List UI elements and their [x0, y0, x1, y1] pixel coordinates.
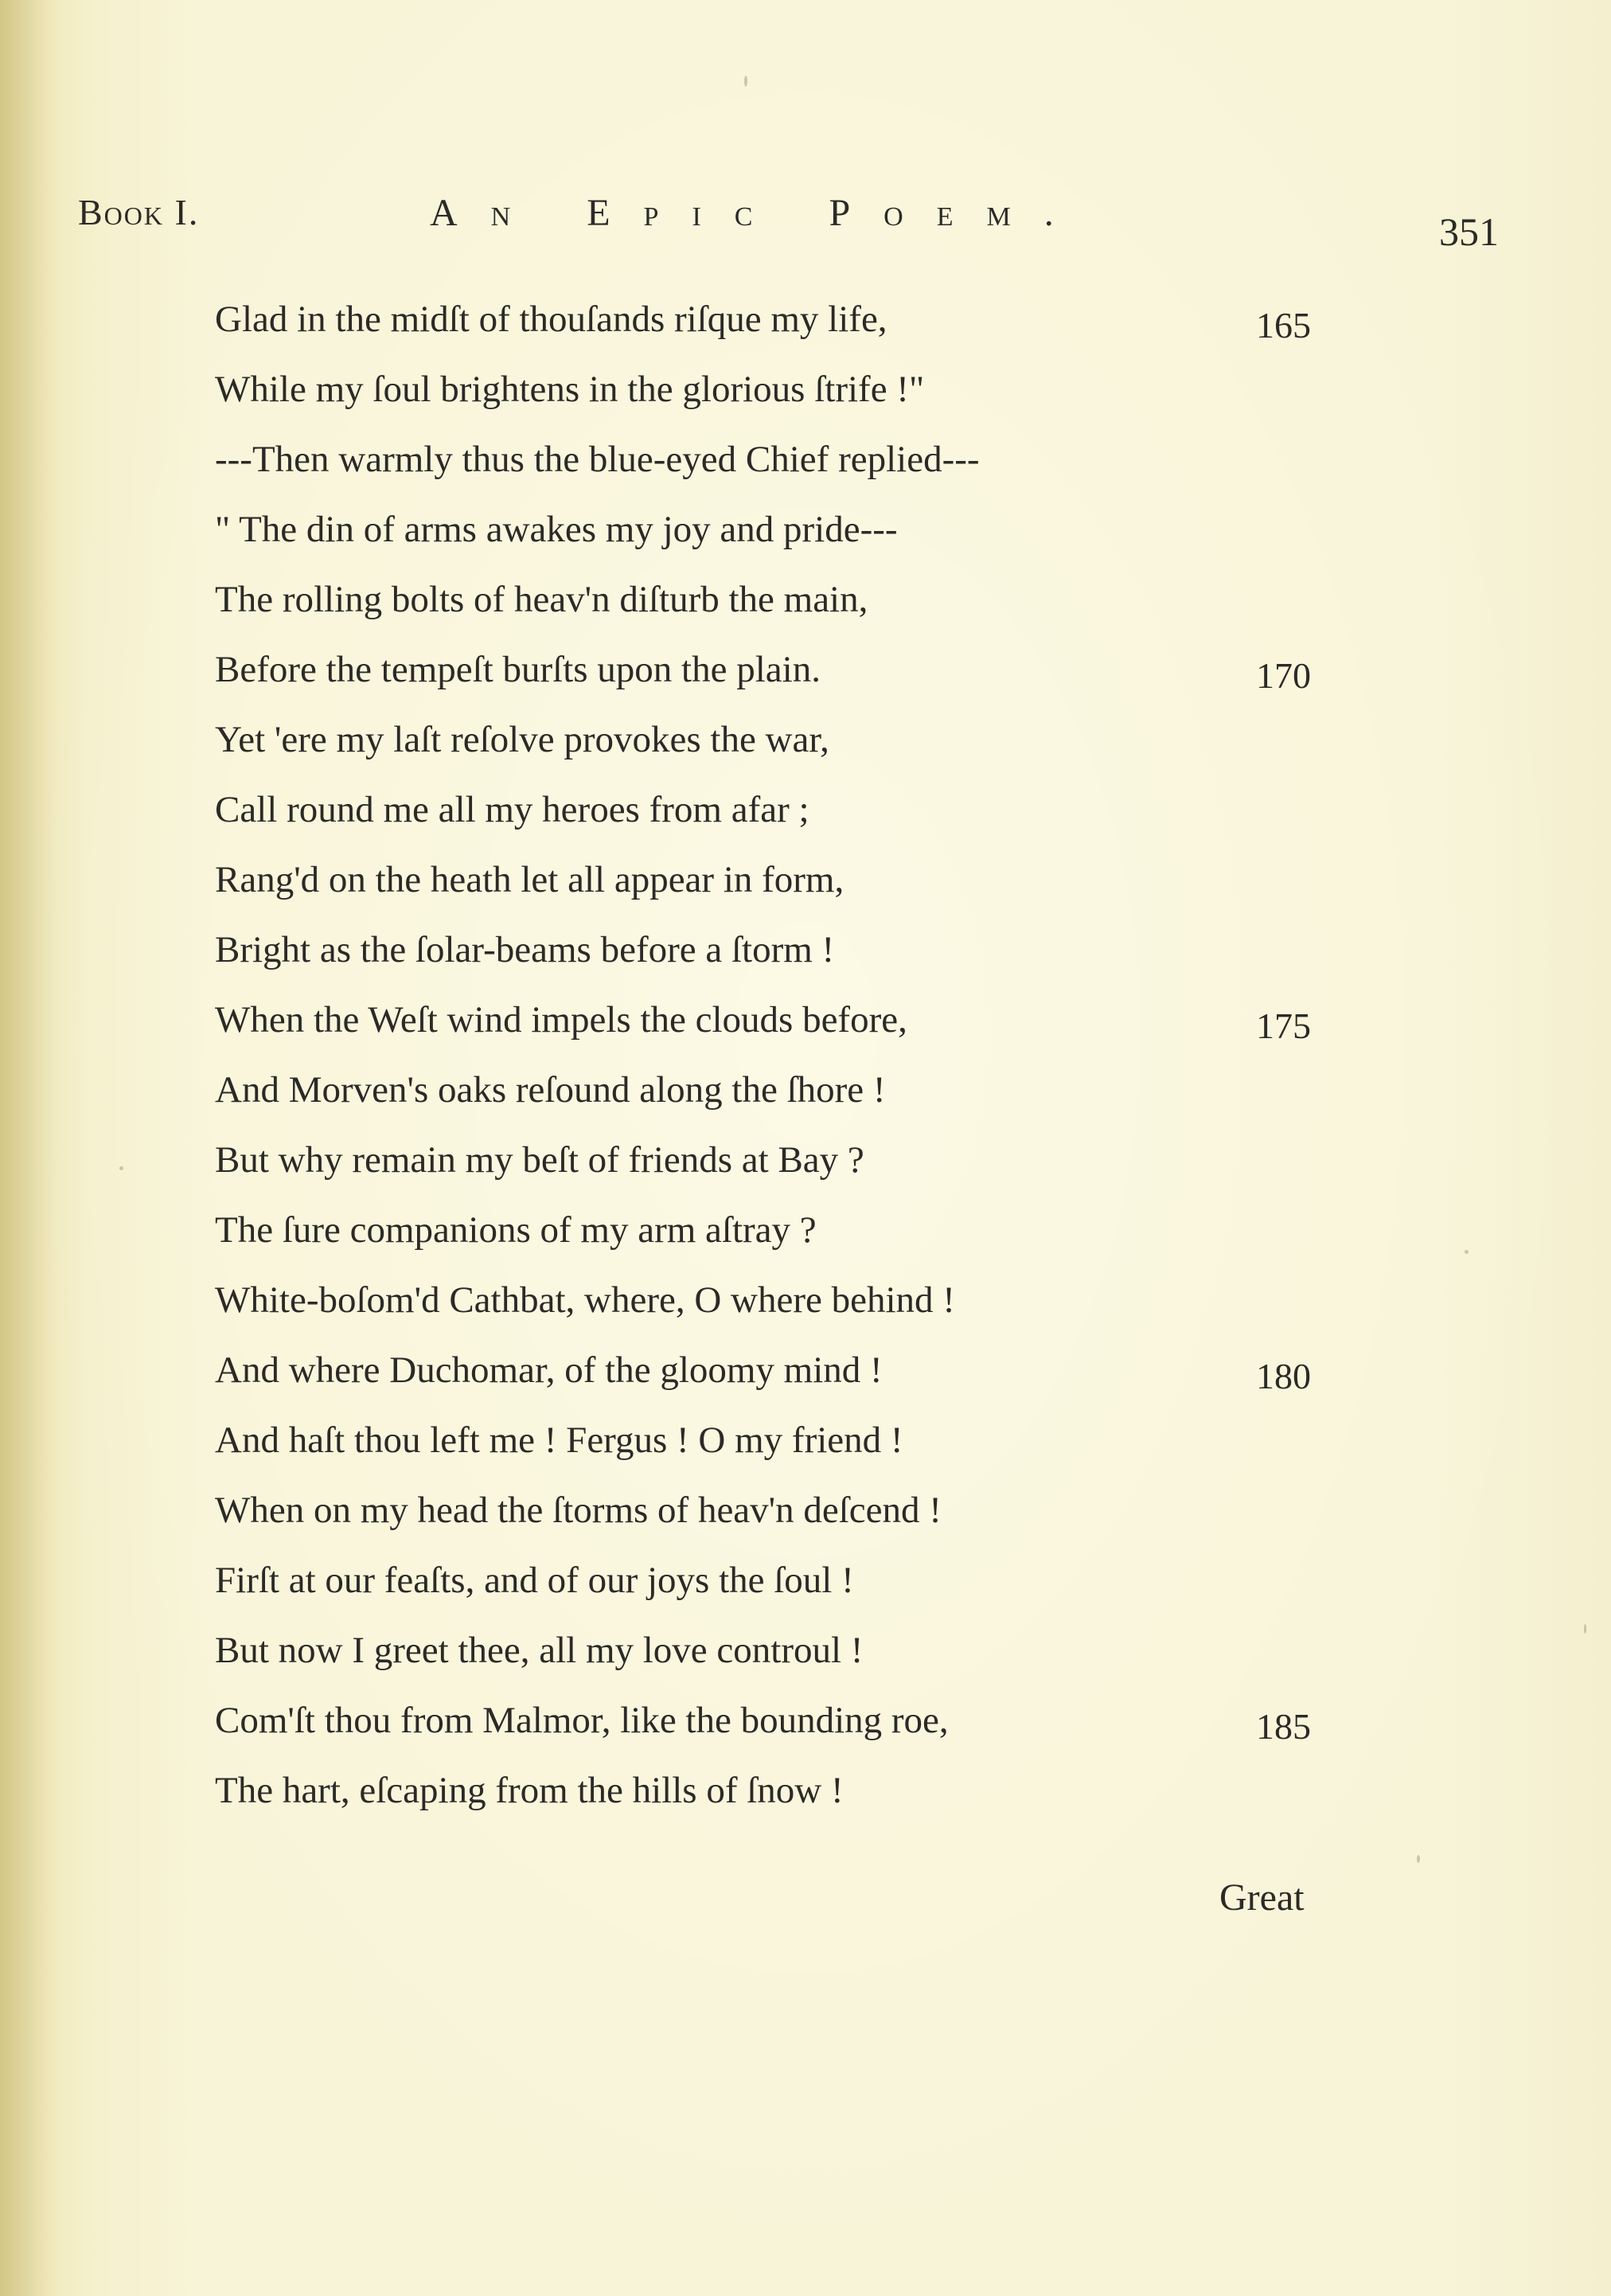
verse-text: And Morven's oaks reſound along the ſhore !: [215, 1069, 886, 1111]
verse-text: Com'ſt thou from Malmor, like the bounding roe,: [215, 1700, 949, 1741]
line-number: 185: [1256, 1706, 1311, 1747]
verse-line: [0, 1195, 1611, 1265]
verse-line: [0, 1685, 1611, 1755]
verse-line: [0, 1265, 1611, 1335]
line-number: 170: [1256, 655, 1311, 696]
verse-line: [0, 1545, 1611, 1615]
verse-line: [0, 1055, 1611, 1125]
verse-text: The hart, eſcaping from the hills of ſnow !: [215, 1770, 844, 1811]
paper-fleck: [744, 76, 747, 87]
verse-line: [0, 1125, 1611, 1195]
line-number: 165: [1256, 305, 1311, 346]
verse-block: [0, 284, 1611, 1825]
verse-line: [0, 845, 1611, 915]
verse-line: [0, 1475, 1611, 1545]
verse-line: [0, 985, 1611, 1055]
verse-text: And where Duchomar, of the gloomy mind !: [215, 1349, 883, 1391]
verse-line: [0, 1615, 1611, 1685]
running-head-book: Book I.: [78, 192, 200, 232]
verse-text: White-boſom'd Cathbat, where, O where behind !: [215, 1279, 955, 1321]
running-head: [0, 191, 1611, 254]
verse-line: [0, 705, 1611, 775]
verse-line: [0, 915, 1611, 985]
verse-text: And haſt thou left me ! Fergus ! O my friend !: [215, 1419, 903, 1461]
verse-text: When the Weſt wind impels the clouds before,: [215, 999, 907, 1041]
line-number: 180: [1256, 1356, 1311, 1396]
verse-line: [0, 1405, 1611, 1475]
running-head-title: An Epic Poem.: [430, 192, 1087, 234]
verse-line: [0, 424, 1611, 494]
verse-text: But now I greet thee, all my love controul !: [215, 1630, 864, 1671]
verse-text: Yet 'ere my laſt reſolve provokes the war,: [215, 719, 829, 760]
verse-text: " The din of arms awakes my joy and pride---: [215, 509, 898, 550]
verse-text: Firſt at our feaſts, and of our joys the ſoul !: [215, 1560, 854, 1601]
catchword: Great: [1219, 1876, 1305, 1919]
verse-text: The rolling bolts of heav'n diſturb the main,: [215, 579, 868, 620]
verse-line: [0, 775, 1611, 845]
verse-text: Call round me all my heroes from afar ;: [215, 789, 809, 830]
verse-text: Glad in the midſt of thouſands riſque my life,: [215, 299, 887, 340]
verse-line: [0, 1755, 1611, 1825]
verse-text: Before the tempeſt burſts upon the plain.: [215, 649, 821, 690]
verse-line: [0, 1335, 1611, 1405]
verse-text: Rang'd on the heath let all appear in form,: [215, 859, 845, 900]
verse-text: But why remain my beſt of friends at Bay ?: [215, 1139, 864, 1181]
verse-line: [0, 635, 1611, 705]
paper-fleck: [1417, 1855, 1420, 1863]
verse-text: ---Then warmly thus the blue-eyed Chief replied---: [215, 439, 980, 480]
page-number: 351: [1439, 209, 1499, 254]
verse-line: [0, 564, 1611, 635]
verse-line: [0, 354, 1611, 424]
verse-text: Bright as the ſolar-beams before a ſtorm !: [215, 929, 835, 970]
verse-text: When on my head the ſtorms of heav'n deſcend !: [215, 1490, 942, 1531]
verse-line: [0, 494, 1611, 564]
verse-line: [0, 284, 1611, 354]
verse-text: While my ſoul brightens in the glorious ſtrife !": [215, 369, 925, 410]
verse-text: The ſure companions of my arm aſtray ?: [215, 1209, 817, 1251]
line-number: 175: [1256, 1005, 1311, 1046]
